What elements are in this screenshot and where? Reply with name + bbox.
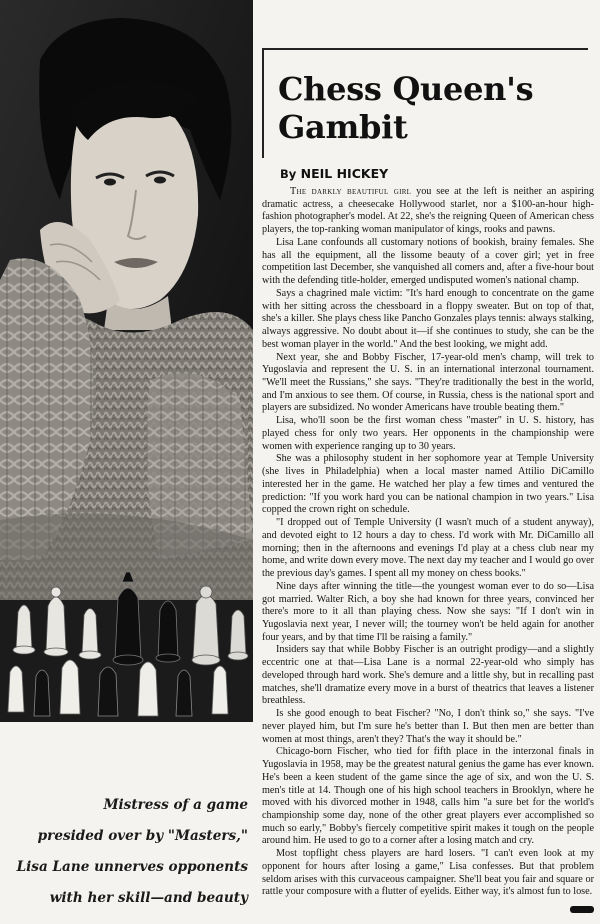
photo-caption	[8, 790, 248, 914]
paragraph-8: Nine days after winning the title—the youngest woman ever to do so—Lisa got married. Walter Rich, a boy she had known for three years, convinced her there's more to it all than playing chess. Now she says: "If I don't win in Yugoslavia next year, I never will; the tourney won't be held again for another four years, and by that time I'll be raising a family."	[262, 580, 594, 643]
article-photo	[0, 0, 253, 722]
paragraph-1	[262, 186, 594, 237]
article-body	[262, 186, 594, 899]
byline	[280, 166, 388, 181]
caption-line-1: Mistress of a game	[103, 797, 248, 813]
paragraph-4: Next year, she and Bobby Fischer, 17-year-old men's champ, will trek to Yugoslavia and represent the U. S. in an international interzonal tournament. "We'll meet the Russians," she says. "They're traditionally the best in the world, and I'm anxious to see them. Of course, in Russia, chess is the national sport and players are subsidized. No wonder Americans have trouble beating them."	[262, 351, 594, 414]
paragraph-3: Says a chagrined male victim: "It's hard enough to concentrate on the game with her sitting across the chessboard in a floppy sweater. But on top of that, she's a killer. She plays chess like Pancho Gonzales plays tennis: always stalking, always aggressive. No doubt about it—if she continues to study, she can be the best woman player in the world." And the best looking, we might add.	[262, 287, 594, 350]
caption-line-2: presided over by "Masters,"	[37, 828, 248, 844]
paragraph-9: Insiders say that while Bobby Fischer is an outright prodigy—and a slightly eccentric one at that—Lisa Lane is a normal 22-year-old who simply has developed through hard work. She's demure and a little shy, but in recalling past matches, she'll dramatize every move in a burst of theatrics that leaves a listener breathless.	[262, 644, 594, 707]
caption-line-4: with her skill—and beauty	[49, 890, 248, 906]
paragraph-10: Is she good enough to beat Fischer? "No, I don't think so," she says. "I've never played him, but I'm sure he's better than I. But then men are better than women at most things, aren't they? That's the way it should be."	[262, 708, 594, 745]
paragraph-12: Most topflight chess players are hard losers. "I can't even look at my opponent for hours after losing a game," Lisa confesses. But that problem seldom arises with this curvaceous campaigner. She'll beat you fair and square or rattle your composure with a flutter of eyelids. Either way, it's almost fun to lose.	[262, 848, 594, 898]
paragraph-7: "I dropped out of Temple University (I wasn't much of a student anyway), and devoted eight to 12 hours a day to chess. I'd work with Mr. DiCamillo all morning; then in the afternoons and evenings I'd play at a chess club near my home, and write down every move. The next day my teacher and I would go over the previous day's games. I spent all my money on chess books."	[262, 517, 594, 580]
end-of-article-mark	[570, 906, 594, 913]
paragraph-2: Lisa Lane confounds all customary notions of bookish, brainy females. She has all the equipment, all the lissome beauty of a cover girl; yet in free competition last December, she vanquished all comers and, after a five-hour bout with the defending title-holder, emerged undisputed women's national champ.	[262, 236, 594, 287]
caption-line-3: Lisa Lane unnerves opponents	[16, 859, 248, 875]
author-name: NEIL HICKEY	[300, 166, 389, 181]
byline-prefix: By	[280, 167, 297, 181]
lead-in: The darkly beautiful girl	[290, 186, 412, 197]
title-line-1: Chess Queen's	[278, 70, 534, 108]
title-line-2: Gambit	[278, 108, 408, 146]
article-title	[278, 70, 596, 146]
photo-illustration	[0, 0, 253, 722]
paragraph-6: She was a philosophy student in her sophomore year at Temple University (she lives in Philadelphia) when a local master named Attilio DiCamillo interested her in the game. He watched her play a few times and ventured the prediction: "If you work hard you can be national champion in two years." Lisa copped the crown right on schedule.	[262, 453, 594, 516]
paragraph-11: Chicago-born Fischer, who tied for fifth place in the interzonal finals in Yugoslavia in 1958, may be the greatest natural genius the game has ever known. He's been a keen student of the game since the age of six, and won the U. S. men's title at 14. Though one of his high school teachers in Brooklyn, where he moved with his divorced mother in 1948, calls him "a sure bet for the world's championship some day, none of the other great players ever accomplished so much so early," Bobby's fiercely competitive spirit makes it tough on the people around him. He used to go to a corner after a losing match and cry.	[262, 746, 594, 847]
paragraph-1-text: you see at the left is neither an aspiring dramatic actress, a cheesecake Hollywood starlet, nor a $100-an-hour high-fashion photographer's model. At 22, she's the reigning Queen of American chess players, the top-ranking woman manipulator of kings, rooks and pawns.	[262, 186, 594, 236]
paragraph-5: Lisa, who'll soon be the first woman chess "master" in U. S. history, has played chess for only two years. Her opponents in the championship were women with experience ranging up to 30 years.	[262, 415, 594, 452]
